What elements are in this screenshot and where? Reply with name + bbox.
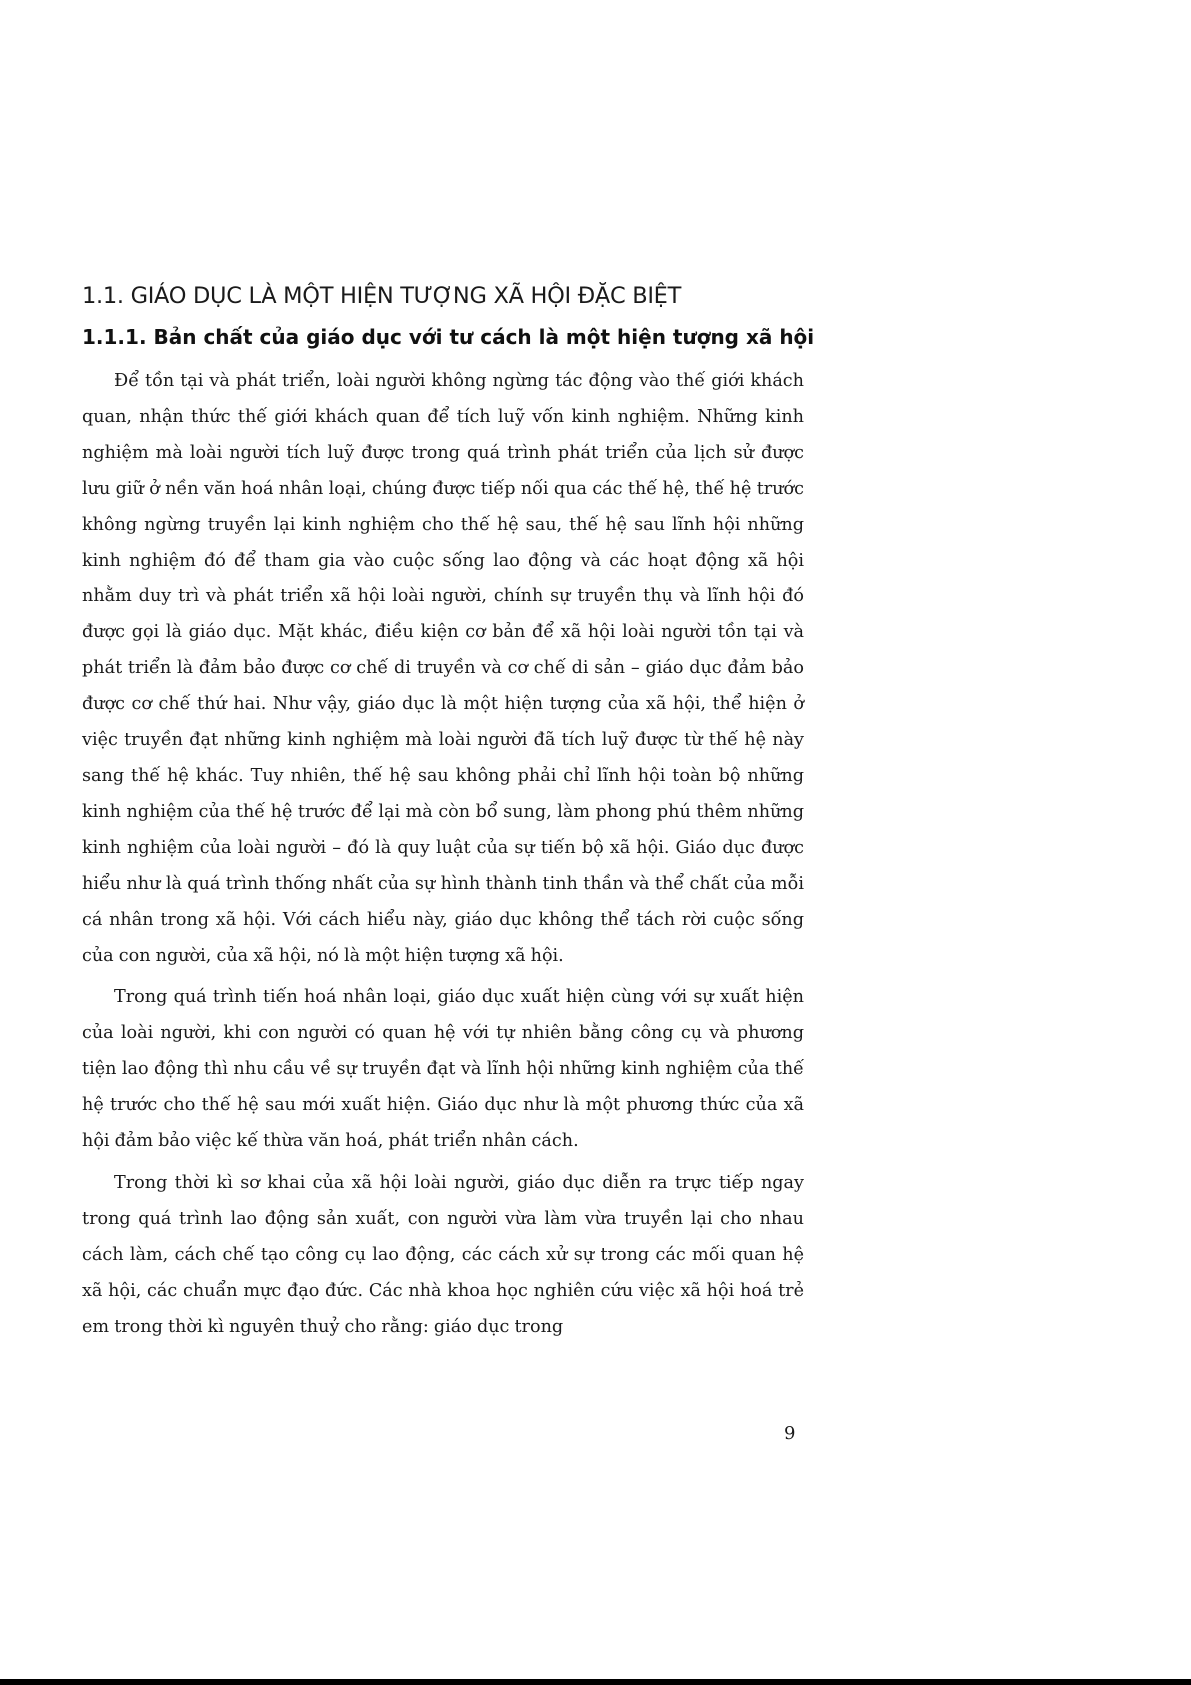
- page-number: 9: [784, 1423, 796, 1444]
- body-text: [82, 364, 804, 1345]
- subsection-heading: 1.1.1. Bản chất của giáo dục với tư cách là một hiện tượng xã hội: [82, 325, 815, 349]
- paragraph-3: Trong thời kì sơ khai của xã hội loài người, giáo dục diễn ra trực tiếp ngay trong quá trình lao động sản xuất, con người vừa làm vừa truyền lại cho nhau cách làm, cách chế tạo công cụ lao động, các cách xử sự trong các mối quan hệ xã hội, các chuẩn mực đạo đức. Các nhà khoa học nghiên cứu việc xã hội hoá trẻ em trong thời kì nguyên thuỷ cho rằng: giáo dục trong: [82, 1172, 804, 1337]
- paragraph-2: Trong quá trình tiến hoá nhân loại, giáo dục xuất hiện cùng với sự xuất hiện của loài người, khi con người có quan hệ với tự nhiên bằng công cụ và phương tiện lao động thì nhu cầu về sự truyền đạt và lĩnh hội những kinh nghiệm của thế hệ trước cho thế hệ sau mới xuất hiện. Giáo dục như là một phương thức của xã hội đảm bảo việc kế thừa văn hoá, phát triển nhân cách.: [82, 987, 804, 1152]
- paragraph-1: Để tồn tại và phát triển, loài người không ngừng tác động vào thế giới khách quan, nhận thức thế giới khách quan để tích luỹ vốn kinh nghiệm. Những kinh nghiệm mà loài người tích luỹ được trong quá trình phát triển của lịch sử được lưu giữ ở nền văn hoá nhân loại, chúng được tiếp nối qua các thế hệ, thế hệ trước không ngừng truyền lại kinh nghiệm cho thế hệ sau, thế hệ sau lĩnh hội những kinh nghiệm đó để tham gia vào cuộc sống lao động và các hoạt động xã hội nhằm duy trì và phát triển xã hội loài người, chính sự truyền thụ và lĩnh hội đó được gọi là giáo dục. Mặt khác, điều kiện cơ bản để xã hội loài người tồn tại và phát triển là đảm bảo được cơ chế di truyền và cơ chế di sản – giáo dục đảm bảo được cơ chế thứ hai. Như vậy, giáo dục là một hiện tượng của xã hội, thể hiện ở việc truyền đạt những kinh nghiệm mà loài người đã tích luỹ được từ thế hệ này sang thế hệ khác. Tuy nhiên, thế hệ sau không phải chỉ lĩnh hội toàn bộ những kinh nghiệm của thế hệ trước để lại mà còn bổ sung, làm phong phú thêm những kinh nghiệm của loài người – đó là quy luật của sự tiến bộ xã hội. Giáo dục được hiểu như là quá trình thống nhất của sự hình thành tinh thần và thể chất của mỗi cá nhân trong xã hội. Với cách hiểu này, giáo dục không thể tách rời cuộc sống của con người, của xã hội, nó là một hiện tượng xã hội.: [82, 371, 804, 966]
- section-heading: 1.1. GIÁO DỤC LÀ MỘT HIỆN TƯỢNG XÃ HỘI ĐẶC BIỆT: [82, 283, 682, 309]
- bottom-scan-edge: [0, 1679, 1191, 1685]
